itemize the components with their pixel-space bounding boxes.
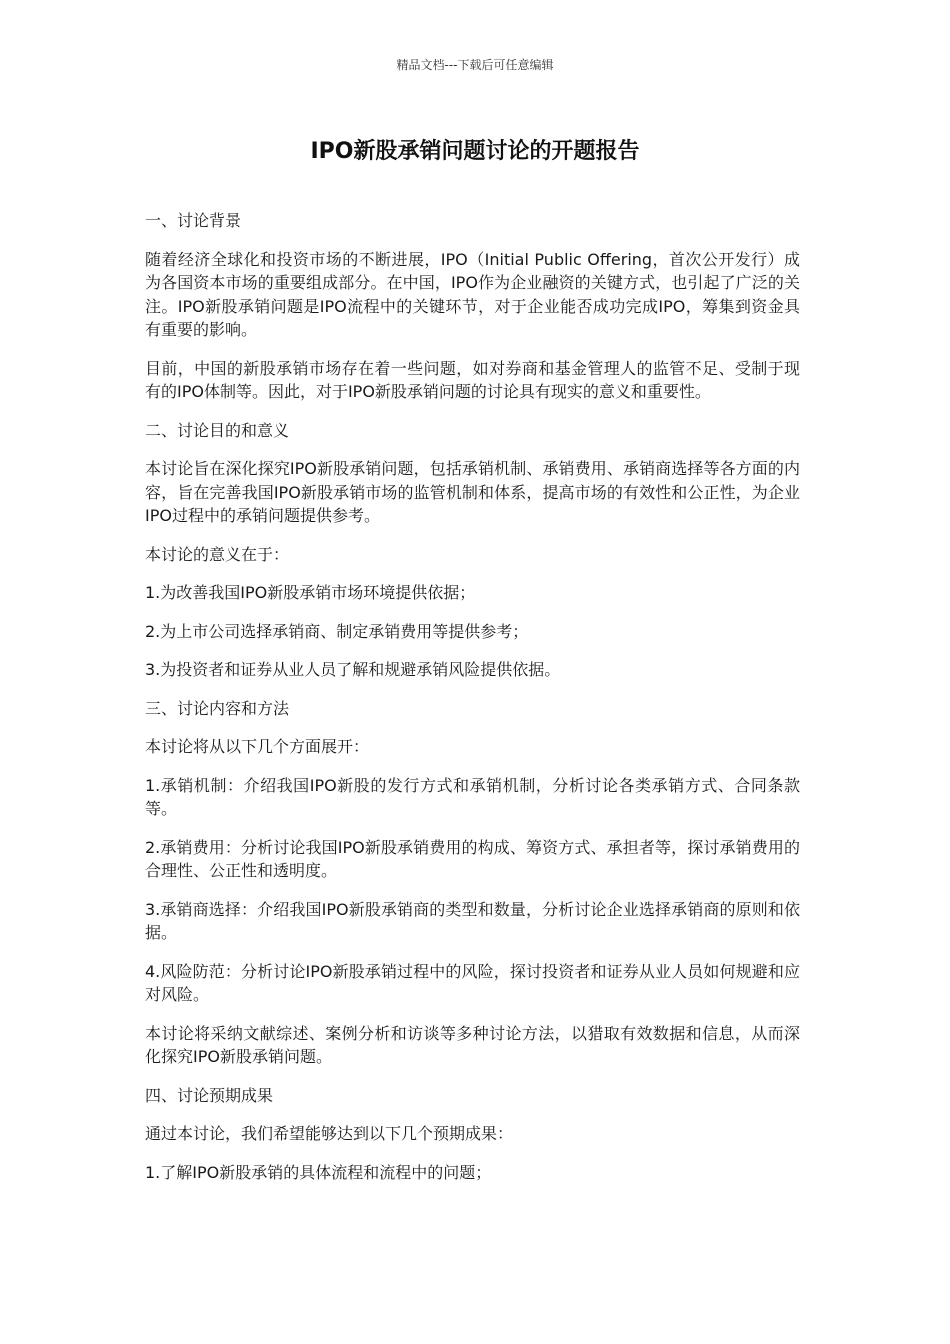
paragraph-background-1: 随着经济全球化和投资市场的不断进展，IPO（Initial Public Offering，首次公开发行）成为各国资本市场的重要组成部分。在中国，IPO作为企业融资的关键方式，也引起了广泛的关注。IPO新股承销问题是IPO流程中的关键环节，对于企业能否成功完成IPO，筹集到资金具有重要的影响。 [145, 249, 800, 339]
document-title: IPO新股承销问题讨论的开题报告 [310, 139, 640, 164]
paragraph-background-2: 目前，中国的新股承销市场存在着一些问题，如对券商和基金管理人的监管不足、受制于现有的IPO体制等。因此，对于IPO新股承销问题的讨论具有现实的意义和重要性。 [145, 358, 800, 401]
paragraph-methods: 本讨论将采纳文献综述、案例分析和访谈等多种讨论方法，以猎取有效数据和信息，从而深化探究IPO新股承销问题。 [145, 1023, 800, 1066]
paragraph-significance-intro: 本讨论的意义在于： [145, 544, 290, 564]
list-item-significance-1: 1.为改善我国IPO新股承销市场环境提供依据； [145, 583, 476, 602]
paragraph-purpose: 本讨论旨在深化探究IPO新股承销问题，包括承销机制、承销费用、承销商选择等各方面的内容，旨在完善我国IPO新股承销市场的监管机制和体系，提高市场的有效性和公正性，为企业IPO过程中的承销问题提供参考。 [145, 459, 800, 525]
list-item-content-2: 2.承销费用：分析讨论我国IPO新股承销费用的构成、筹资方式、承担者等，探讨承销费用的合理性、公正性和透明度。 [145, 837, 800, 880]
list-item-significance-2: 2.为上市公司选择承销商、制定承销费用等提供参考； [145, 621, 529, 641]
section-heading-background: 一、讨论背景 [145, 211, 242, 230]
page-header-note: 精品文档---下载后可任意编辑 [396, 58, 554, 72]
section-heading-expected-results: 四、讨论预期成果 [145, 1085, 274, 1105]
list-item-content-1: 1.承销机制：介绍我国IPO新股的发行方式和承销机制，分析讨论各类承销方式、合同条款等。 [145, 775, 800, 818]
paragraph-content-intro: 本讨论将从以下几个方面展开： [145, 737, 370, 756]
list-item-content-4: 4.风险防范：分析讨论IPO新股承销过程中的风险，探讨投资者和证券从业人员如何规避和应对风险。 [145, 961, 800, 1004]
paragraph-results-intro: 通过本讨论，我们希望能够达到以下几个预期成果： [145, 1124, 514, 1143]
document-body [145, 209, 800, 1199]
list-item-result-1: 1.了解IPO新股承销的具体流程和流程中的问题； [145, 1162, 492, 1182]
section-heading-purpose: 二、讨论目的和意义 [145, 420, 290, 440]
list-item-content-3: 3.承销商选择：介绍我国IPO新股承销商的类型和数量，分析讨论企业选择承销商的原则和依据。 [145, 899, 800, 942]
section-heading-content-methods: 三、讨论内容和方法 [145, 698, 290, 718]
list-item-significance-3: 3.为投资者和证券从业人员了解和规避承销风险提供依据。 [145, 660, 561, 679]
